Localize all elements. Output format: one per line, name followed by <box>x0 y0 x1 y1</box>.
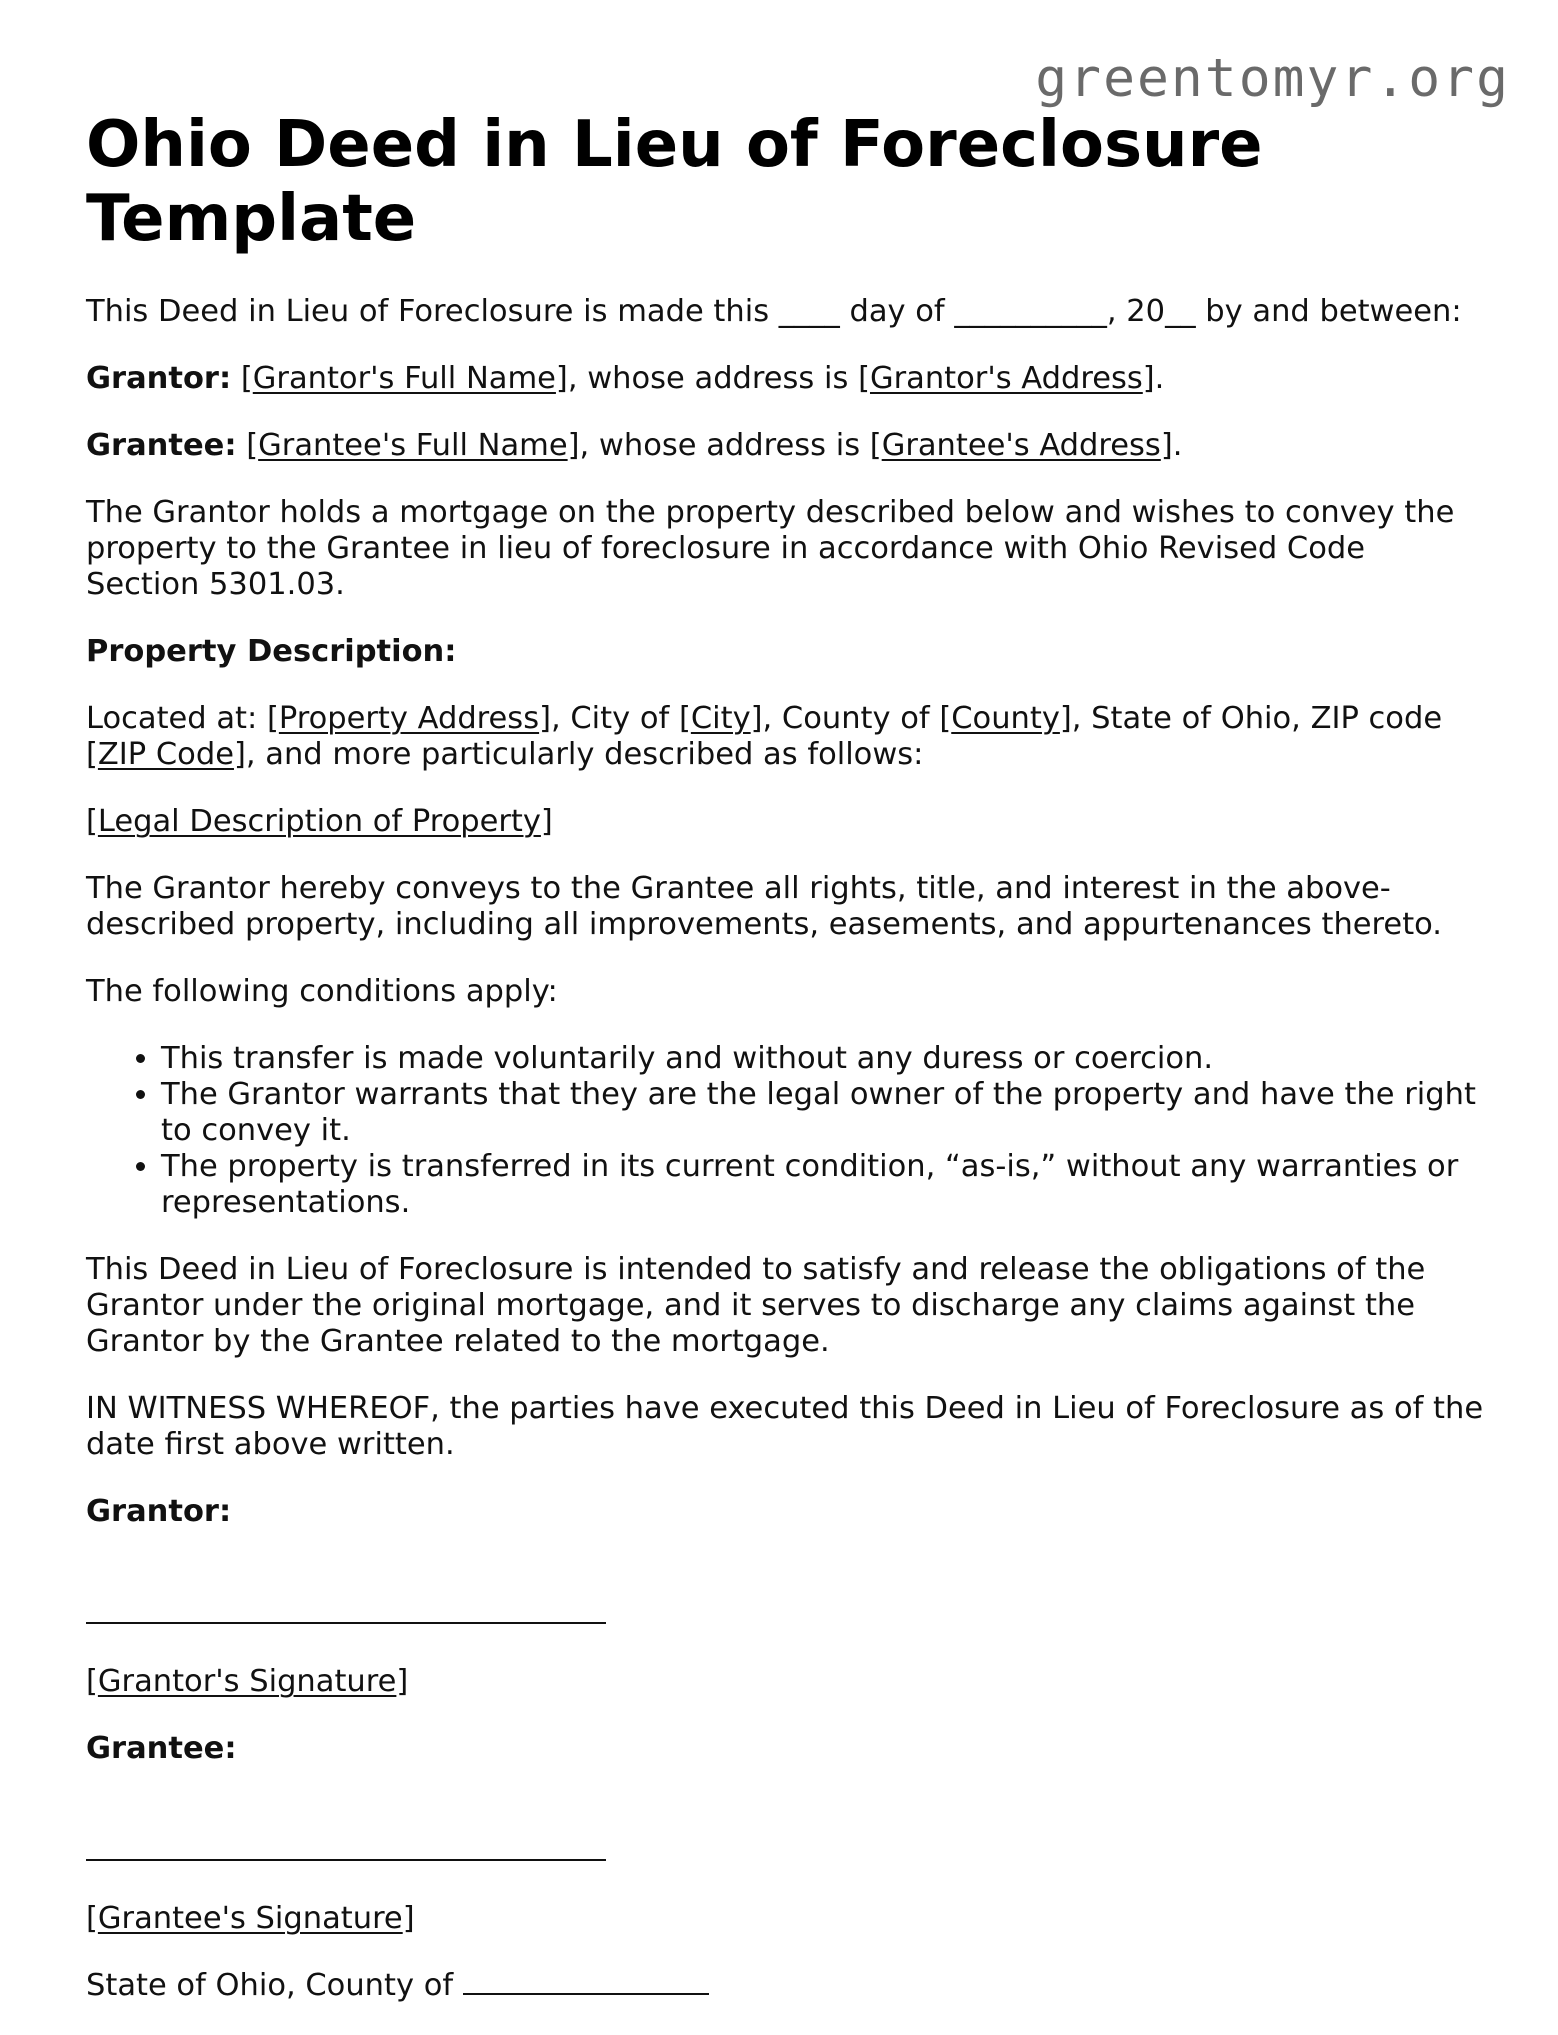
conditions-list <box>86 1041 1486 1221</box>
site-watermark: greentomyr.org <box>1035 48 1510 109</box>
county-field[interactable]: County <box>951 701 1060 736</box>
property-address-field[interactable]: Property Address <box>278 701 540 736</box>
grantor-signature-heading: Grantor: <box>86 1494 232 1529</box>
condition-item: • The property is transferred in its current condition, “as-is,” without any warranties or representations. <box>161 1149 1486 1221</box>
intro-paragraph: This Deed in Lieu of Foreclosure is made this ____ day of __________, 20__ by and between: <box>86 294 1462 329</box>
document-page <box>86 108 1486 2035</box>
grantee-label: Grantee: <box>86 428 237 463</box>
signature-rule <box>86 1622 606 1624</box>
grantor-signature-field[interactable]: Grantor's Signature <box>97 1664 397 1699</box>
zip-code-field[interactable]: ZIP Code <box>97 737 234 772</box>
grantor-signature-caption: [Grantor's Signature] <box>86 1664 409 1699</box>
year-blank[interactable]: __ <box>1165 294 1196 329</box>
grantor-signature-line[interactable] <box>86 1561 1486 1633</box>
condition-item: • The Grantor warrants that they are the legal owner of the property and have the right to convey it. <box>161 1077 1486 1149</box>
grantee-address-field[interactable]: Grantee's Address <box>881 428 1161 463</box>
signature-rule <box>86 1859 606 1861</box>
property-description-heading: Property Description: <box>86 634 457 669</box>
city-field[interactable]: City <box>690 701 751 736</box>
conditions-intro: The following conditions apply: <box>86 974 558 1009</box>
grantor-address-field[interactable]: Grantor's Address <box>869 361 1143 396</box>
grantee-signature-heading: Grantee: <box>86 1731 237 1766</box>
conveyance-paragraph: The Grantor hereby conveys to the Grantee all rights, title, and interest in the above-described property, including all improvements, easements, and appurtenances thereto. <box>86 871 1442 942</box>
satisfaction-paragraph: This Deed in Lieu of Foreclosure is intended to satisfy and release the obligations of the Grantor under the original mortgage, and it serves to discharge any claims against the Grantor by the Grantee related to the mortgage. <box>86 1252 1426 1359</box>
month-blank[interactable]: __________ <box>954 294 1107 329</box>
grantee-party-line: Grantee: [Grantee's Full Name], whose address is [Grantee's Address]. <box>86 428 1183 463</box>
legal-description-field[interactable]: Legal Description of Property <box>97 804 541 839</box>
grantee-signature-caption: [Grantee's Signature] <box>86 1901 415 1936</box>
grantor-party-line: Grantor: [Grantor's Full Name], whose address is [Grantor's Address]. <box>86 361 1165 396</box>
grantor-label: Grantor: <box>86 361 232 396</box>
day-blank[interactable]: ____ <box>778 294 840 329</box>
grantee-name-field[interactable]: Grantee's Full Name <box>258 428 568 463</box>
location-paragraph: Located at: [Property Address], City of [City], County of [County], State of Ohio, ZIP code [ZIP Code], and more particularly described as follows: <box>86 701 1443 772</box>
grantee-signature-field[interactable]: Grantee's Signature <box>97 1901 403 1936</box>
purpose-paragraph: The Grantor holds a mortgage on the property described below and wishes to convey the property to the Grantee in lieu of foreclosure in accordance with Ohio Revised Code Section 5301.03. <box>86 495 1455 602</box>
document-title: Ohio Deed in Lieu of Foreclosure Template <box>86 108 1263 256</box>
legal-description-line: [Legal Description of Property] <box>86 804 553 839</box>
county-blank[interactable] <box>463 1993 709 1995</box>
condition-item: • This transfer is made voluntarily and without any duress or coercion. <box>161 1041 1486 1077</box>
grantee-signature-line[interactable] <box>86 1798 1486 1870</box>
witness-paragraph: IN WITNESS WHEREOF, the parties have executed this Deed in Lieu of Foreclosure as of the date first above written. <box>86 1391 1484 1462</box>
county-line: State of Ohio, County of <box>86 1968 1486 2004</box>
grantor-name-field[interactable]: Grantor's Full Name <box>252 361 556 396</box>
